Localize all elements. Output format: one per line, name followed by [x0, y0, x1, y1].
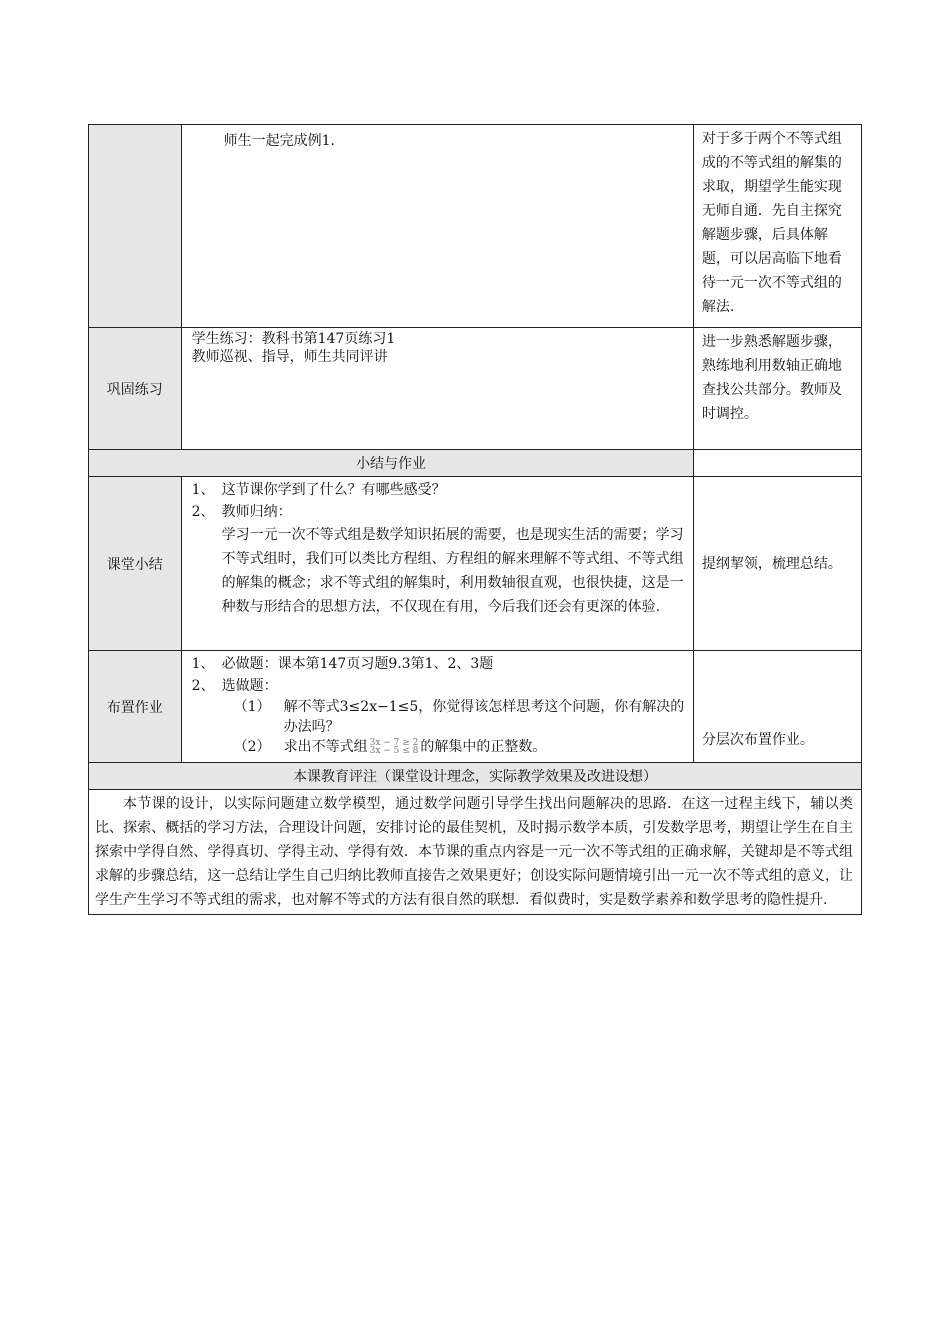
homework-sub-2	[192, 737, 685, 757]
homework-sub-2-text	[284, 737, 547, 757]
summary-row	[89, 477, 862, 651]
homework-item-1-text: 必做题：课本第147页习题9.3第1、2、3题	[221, 656, 494, 672]
homework-item-2-text: 选做题：	[221, 678, 278, 694]
example-note: 对于多于两个不等式组成的不等式组的解集的求取，期望学生能实现无师自通．先自主探究解题步骤，后具体解题，可以居高临下地看待一元一次不等式组的解法.	[693, 125, 861, 328]
practice-content-cell	[181, 328, 693, 450]
homework-sub-1-num: （1）	[233, 699, 271, 715]
review-header-row	[89, 763, 862, 790]
summary-item-2-text: 教师归纳：	[221, 504, 292, 520]
summary-label: 课堂小结	[89, 477, 182, 651]
homework-note: 分层次布置作业。	[693, 651, 861, 763]
review-paragraph: 本节课的设计，以实际问题建立数学模型，通过数学问题引导学生找出问题解决的思路．在这一过程主线下，辅以类比、探索、概括的学习方法，合理设计问题，安排讨论的最佳契机，及时揭示数学本质，引发数学思考，期望让学生在自主探索中学得自然、学得真切、学得主动、学得有效．本节课的重点内容是一元一次不等式组的正确求解，关键却是不等式组求解的步骤总结，这一总结让学生自己归纳比教师直接告之效果更好；创设实际问题情境引出一元一次不等式组的意义，让学生产生学习不等式组的需求，也对解不等式的方法有很自然的联想．看似费时，实是数学素养和数学思考的隐性提升.	[95, 796, 853, 908]
summary-header: 小结与作业	[89, 450, 694, 477]
review-cell	[89, 790, 862, 915]
summary-paragraph: 学习一元一次不等式组是数学知识拓展的需要，也是现实生活的需要；学习不等式组时，我们可以类比方程组、方程组的解来理解不等式组、不等式组的解集的概念；求不等式组的解集时，利用数轴很直观，也很快捷，这是一种数与形结合的思想方法，不仅现在有用，今后我们还会有更深的体验.	[221, 527, 684, 615]
example-content-cell	[181, 125, 693, 328]
homework-sub-2-pre: 求出不等式组	[283, 739, 368, 755]
homework-sub-2-num: （2）	[233, 739, 271, 755]
example-content: 师生一起完成例1.	[223, 133, 335, 149]
inequality-system	[370, 739, 419, 755]
summary-item-1-num: 1、	[191, 482, 215, 498]
summary-note: 提纲挈领，梳理总结。	[693, 477, 861, 651]
summary-item-1-text: 这节课你学到了什么？有哪些感受？	[221, 482, 446, 498]
homework-content-cell	[181, 651, 693, 763]
inequality-top: 3x − 7 ≥ 2	[369, 738, 419, 748]
homework-item-2	[192, 675, 685, 697]
homework-sub-1-text: 解不等式3≤2x−1≤5，你觉得该怎样思考这个问题，你有解决的办法吗？	[283, 699, 685, 735]
practice-line-1: 学生练习：教科书第147页练习1	[191, 331, 396, 347]
example-label-cell	[89, 125, 182, 328]
review-row	[89, 790, 862, 915]
homework-item-2-num: 2、	[191, 678, 215, 694]
summary-header-row	[89, 450, 862, 477]
homework-item-1-num: 1、	[191, 656, 215, 672]
summary-header-empty-cell	[693, 450, 861, 477]
lesson-plan-table	[88, 124, 862, 915]
practice-line-2: 教师巡视、指导，师生共同评讲	[191, 349, 388, 365]
example-row	[89, 125, 862, 328]
practice-note: 进一步熟悉解题步骤，熟练地利用数轴正确地查找公共部分。教师及时调控。	[693, 328, 861, 450]
homework-item-1	[192, 653, 685, 675]
summary-item-2	[192, 501, 685, 523]
practice-row	[89, 328, 862, 450]
summary-content-cell	[181, 477, 693, 651]
homework-sub-2-post: 的解集中的正整数。	[420, 739, 547, 755]
practice-label: 巩固练习	[89, 328, 182, 450]
homework-row	[89, 651, 862, 763]
inequality-bottom: 3x − 5 ≤ 8	[369, 746, 419, 756]
summary-item-2-num: 2、	[191, 504, 215, 520]
review-header: 本课教育评注（课堂设计理念，实际教学效果及改进设想）	[89, 763, 862, 790]
homework-sub-1	[192, 697, 685, 737]
summary-item-1	[192, 479, 685, 501]
homework-label: 布置作业	[89, 651, 182, 763]
